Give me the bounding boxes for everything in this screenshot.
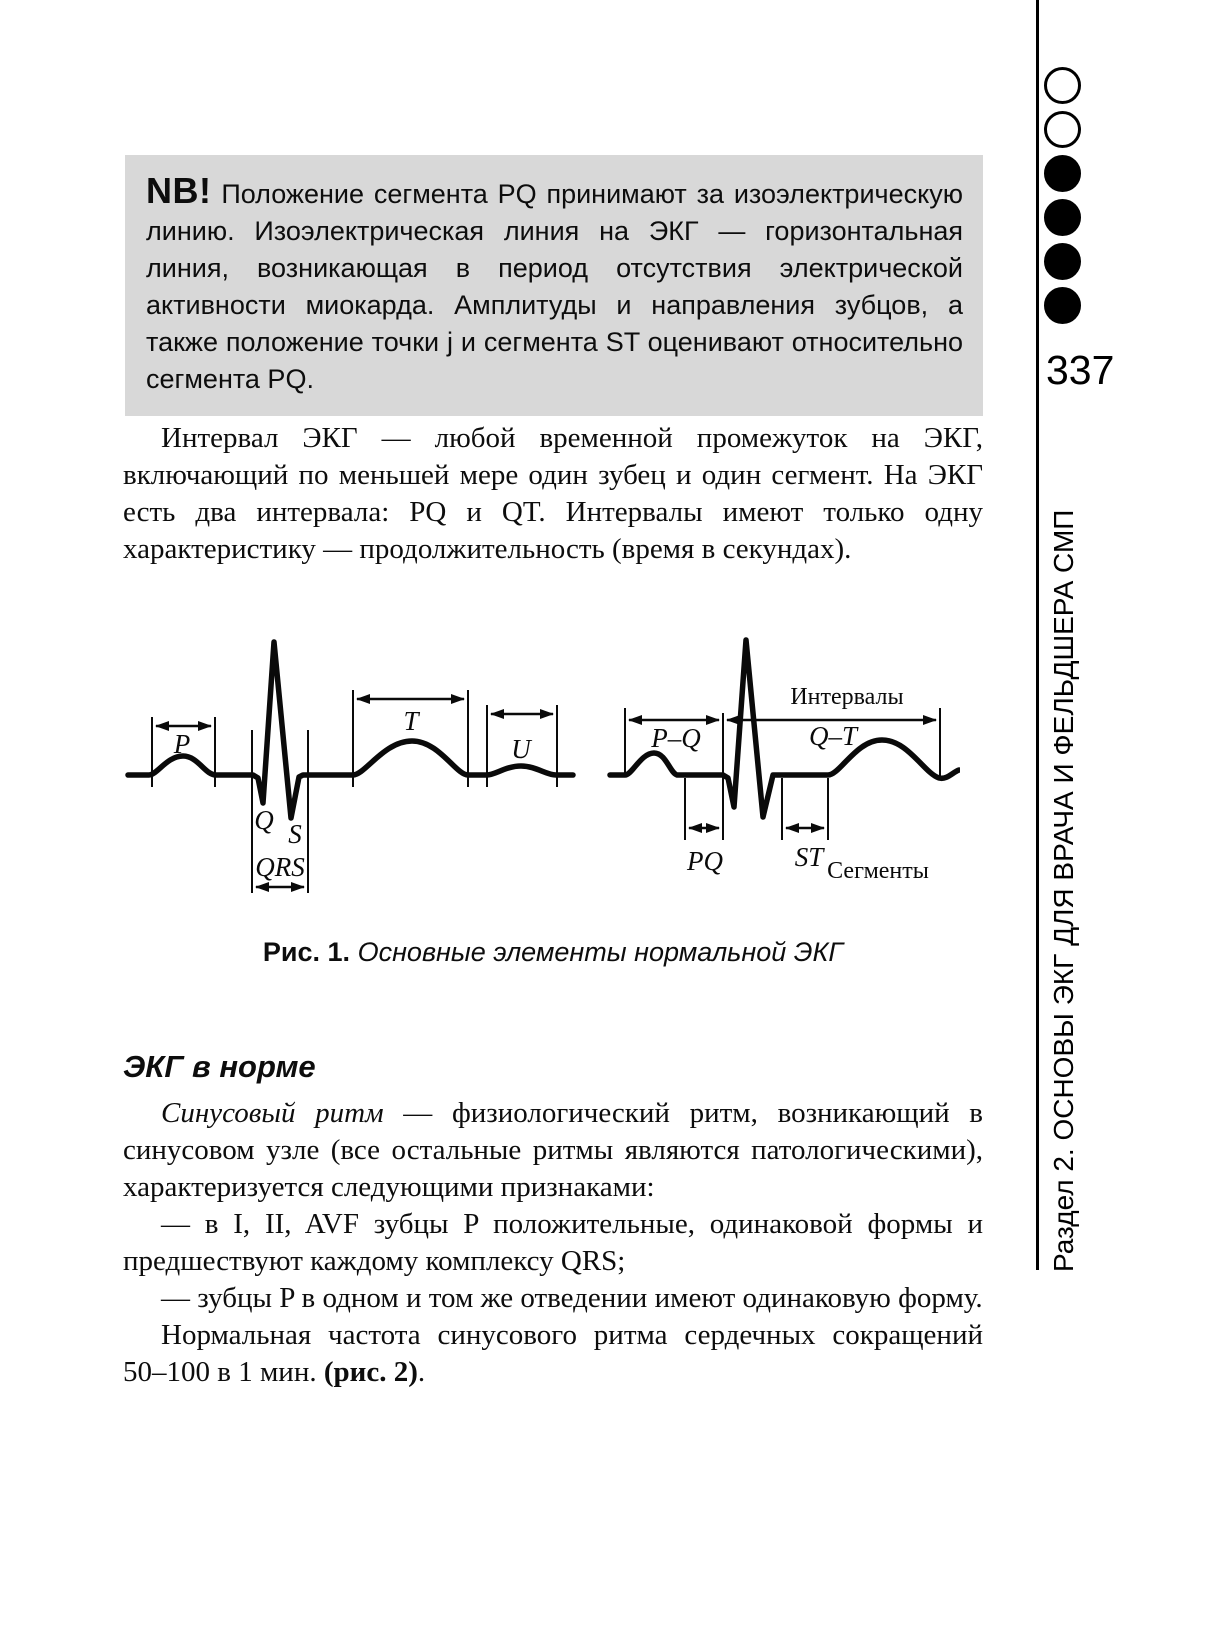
label-u-wave: U [511,734,531,764]
nb-label: NB! [146,170,212,211]
label-intervals: Интервалы [790,684,904,710]
label-qrs-complex: QRS [255,852,305,882]
normal-rate-text: Нормальная частота синусового ритма сердечных сокращений 50–100 в 1 мин. [123,1319,983,1388]
section-body [123,1095,983,1391]
left-annotations [152,690,557,893]
tab-marker-dot-filled-2 [1044,199,1081,236]
bullet-1: — в I, II, AVF зубцы P положительные, одинаковой формы и предшествуют каждому комплексу QRS; [123,1208,983,1277]
intro-paragraph: Интервал ЭКГ — любой временной промежуток на ЭКГ, включающий по меньшей мере один зубец и один сегмент. На ЭКГ есть два интервала: PQ и QT. Интервалы имеют только одну характеристику — продолжительность (время в секундах). [123,422,983,565]
sidebar-rule [1036,0,1039,1270]
ecg-diagram-svg [125,600,960,900]
figure-ecg-diagram [125,600,960,900]
nb-note-box [125,155,983,416]
label-q-wave: Q [254,805,274,835]
label-s-wave: S [288,819,302,849]
label-segments: Сегменты [827,858,929,884]
sinus-rhythm-text: — физиологический ритм, возникающий в синусовом узле (все остальные ритмы являются патологическими), характеризуется следующими признаками: [123,1097,983,1203]
label-st-segment: ST [794,842,824,872]
ecg-trace-left [128,642,573,818]
tab-marker-dot-filled-1 [1044,155,1081,192]
section-heading: ЭКГ в норме [123,1049,316,1084]
tab-marker-dot-filled-4 [1044,287,1081,324]
bullet-2: — зубцы P в одном и том же отведении имеют одинаковую форму. [161,1282,983,1314]
label-t-wave: T [403,706,419,736]
tab-marker-dot-open-1 [1044,67,1081,104]
sinus-rhythm-term: Синусовый ритм [161,1097,384,1129]
figure-caption-text: Основные элементы нормальной ЭКГ [357,937,844,967]
label-p-wave: P [173,729,191,759]
sinus-rhythm-paragraph [123,1095,983,1206]
page-number: 337 [1046,347,1115,393]
sidebar-section-title: Раздел 2. ОСНОВЫ ЭКГ ДЛЯ ВРАЧА И ФЕЛЬДШЕРА СМП [1048,509,1079,1272]
normal-rate-paragraph [123,1317,983,1391]
figure-caption-number: Рис. 1. [262,937,351,967]
tab-marker-dot-filled-3 [1044,243,1081,280]
label-qt-interval: Q–T [808,721,858,751]
nb-text: Положение сегмента PQ принимают за изоэлектрическую линию. Изоэлектрическая линия на ЭКГ — горизонтальная линия, возникающая в период отсутствия электрической активности миокарда. Амплитуды и направления зубцов, а также положение точки j и сегмента ST оценивают относительно сегмента PQ. [146,179,963,394]
label-pq-segment: PQ [687,846,723,876]
normal-rate-period: . [417,1356,426,1388]
figure-2-reference: (рис. 2) [323,1356,418,1388]
figure-caption [123,936,983,968]
tab-marker-dot-open-2 [1044,111,1081,148]
label-pq-interval: P–Q [651,723,701,753]
